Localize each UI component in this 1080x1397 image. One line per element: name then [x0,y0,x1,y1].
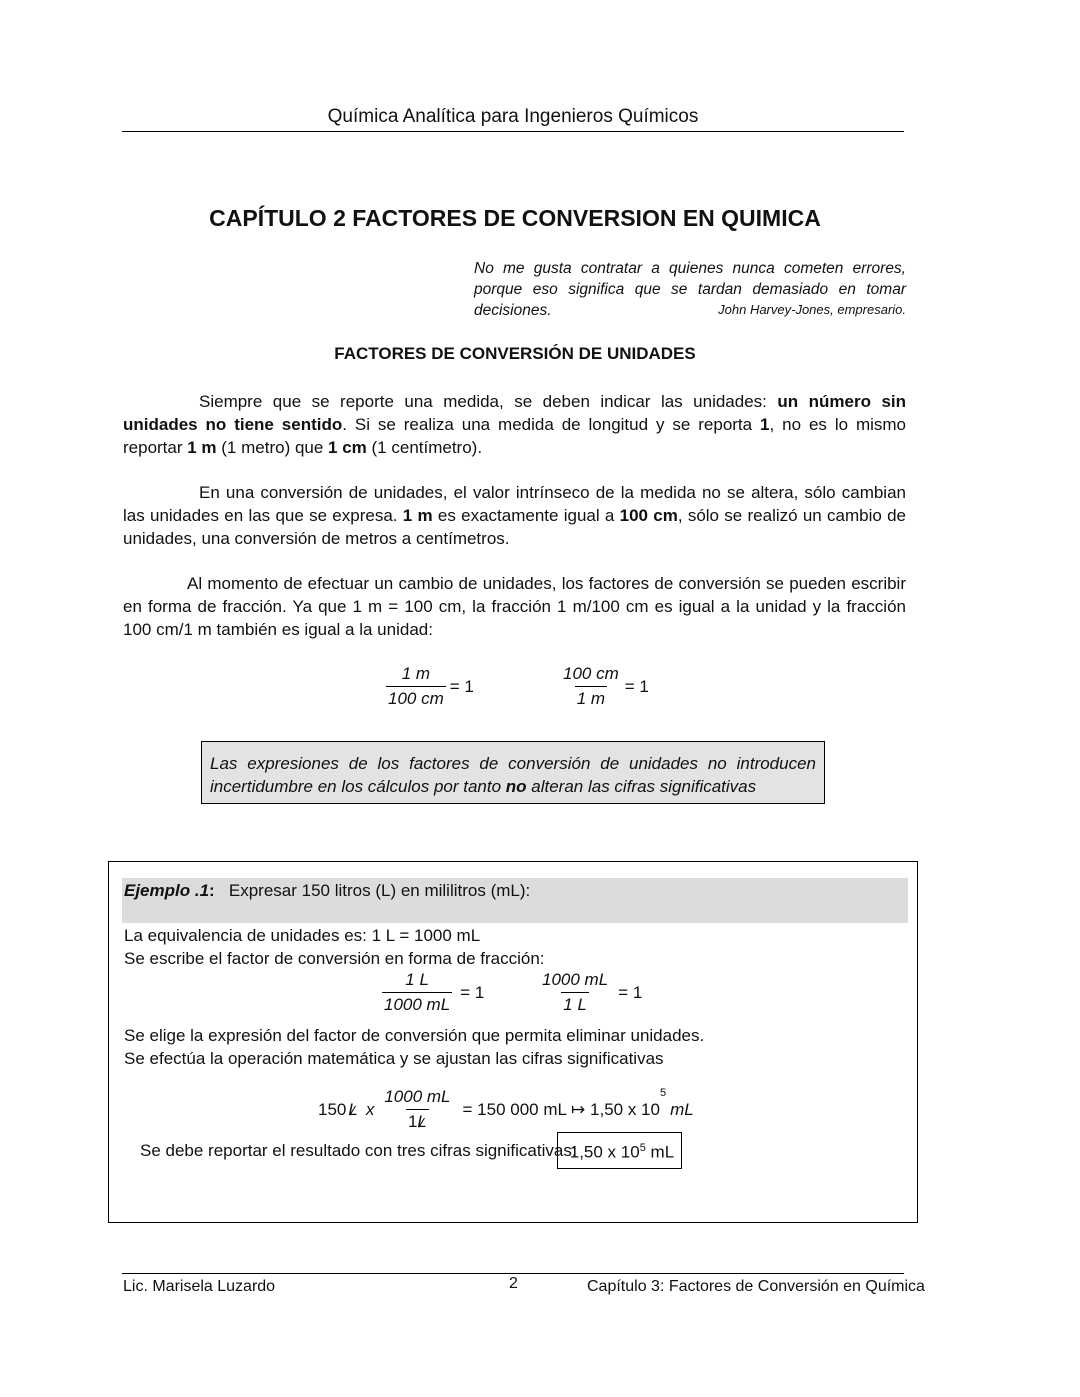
p2-text: , sólo se realizó un cambio de unidades, una conversión de metros a centímetros. [123,506,906,548]
example-report-result [557,1132,682,1169]
calc-unit: mL [670,1099,694,1119]
paragraph-3 [123,572,906,641]
note-text: alteran las cifras significativas [526,777,757,796]
p1-text: Siempre que se reporte una medida, se deben indicar las unidades: [199,392,778,411]
page-header-title: Química Analítica para Ingenieros Químicos [327,106,699,127]
epigraph-author: John Harvey-Jones, empresario. [718,302,906,317]
calc-cancelled-unit: L [348,1099,358,1119]
p1-text: (1 centímetro). [366,438,483,457]
header-divider [122,131,904,132]
fraction-numerator: 1000 mL [384,1087,451,1106]
section-title: FACTORES DE CONVERSIÓN DE UNIDADES [334,344,696,363]
p1-bold-statement: un número sin unidades no tiene sentido [123,392,907,434]
example-line-fraction-form: Se escribe el factor de conversión en forma de fracción: [124,949,545,968]
example-prompt: Expresar 150 litros (L) en mililitros (mL): [228,881,531,900]
note-bold-word: no [505,777,527,796]
example-fraction-l-over-ml [382,970,484,1015]
fraction-denominator [406,1109,429,1132]
fraction [382,1087,452,1132]
calc-quantity: 150 [318,1099,347,1119]
calc-result: = 150 000 mL ↦ 1,50 x 10 [462,1099,660,1119]
fraction [540,970,610,1015]
fraction-numerator: 1 m [401,664,431,683]
equals-one: = 1 [449,676,474,696]
example-line-choose-factor: Se elige la expresión del factor de conversión que permita eliminar unidades. [124,1026,705,1045]
fraction-denominator: 1 m [575,686,607,709]
paragraph-2 [123,481,906,550]
p1-bold-meter: 1 m [187,438,217,457]
p2-text: En una conversión de unidades, el valor intrínseco de la medida no se altera, sólo cambian las unidades en las que se expresa. [123,483,906,525]
footer-page-number: 2 [509,1275,518,1292]
paragraph-1 [123,390,906,459]
example-line-operation: Se efectúa la operación matemática y se ajustan las cifras significativas [124,1049,664,1068]
example-label-colon: : [209,881,215,900]
example-fraction-ml-over-l [540,970,642,1015]
p3-text: Al momento de efectuar un cambio de unidades, los factores de conversión se pueden escribir en forma de fracción. Ya que 1 m = 100 cm, la fracción 1 m/100 cm es igual a la unidad y la fracción 100 cm/1 m también es igual a la unidad: [123,574,906,639]
p2-bold-meter: 1 m [402,506,433,525]
fraction-cm-over-m [561,664,649,709]
equals-one: = 1 [460,982,485,1002]
fraction-numerator: 1000 mL [542,970,609,989]
example-header [124,879,530,902]
fraction [382,970,452,1015]
fraction [561,664,621,709]
fraction-numerator: 1 L [405,970,429,989]
p1-bold-centimeter: 1 cm [328,438,367,457]
equals-one: = 1 [618,982,643,1002]
footer-divider [122,1273,904,1274]
fraction-numerator: 100 cm [563,664,619,683]
report-unit: mL [645,1142,675,1162]
calc-times: x [365,1099,375,1119]
fraction-denominator: 1 L [561,992,589,1015]
example-calculation [318,1087,694,1132]
calc-den-quantity: 1 [407,1112,418,1131]
fraction-denominator: 100 cm [386,686,446,709]
fraction [386,664,446,709]
fraction-denominator: 1000 mL [382,992,452,1015]
example-label: Ejemplo .1 [124,881,210,900]
example-report-label: Se debe reportar el resultado con tres cifras significativas: [140,1141,577,1160]
equals-one: = 1 [624,676,649,696]
p1-text: , no es lo mismo reportar [123,415,907,457]
footer-author: Lic. Marisela Luzardo [123,1278,276,1295]
report-exponent: 5 [639,1142,646,1154]
example-line-equivalence: La equivalencia de unidades es: 1 L = 1000 mL [124,926,481,945]
fraction-m-over-cm [386,664,474,709]
p1-bold-number: 1 [760,415,770,434]
footer-chapter: Capítulo 3: Factores de Conversión en Química [587,1278,925,1295]
calc-exponent: 5 [659,1087,667,1099]
p2-bold-centimeter: 100 cm [619,506,678,525]
note-text: Las expresiones de los factores de conversión de unidades no introducen incertidumbre en los cálculos por tanto [210,754,816,796]
epigraph-quote: No me gusta contratar a quienes nunca cometen errores, porque eso significa que se tardan demasiado en tomar decisiones. [474,260,906,319]
calc-den-cancelled-unit: L [417,1112,427,1131]
p1-text: (1 metro) que [216,438,329,457]
report-value: 1,50 x 10 [569,1142,640,1162]
chapter-title: CAPÍTULO 2 FACTORES DE CONVERSION EN QUIMICA [209,205,821,231]
p1-text: . Si se realiza una medida de longitud y se reporta [342,415,761,434]
p2-text: es exactamente igual a [432,506,620,525]
note-box [201,741,825,804]
